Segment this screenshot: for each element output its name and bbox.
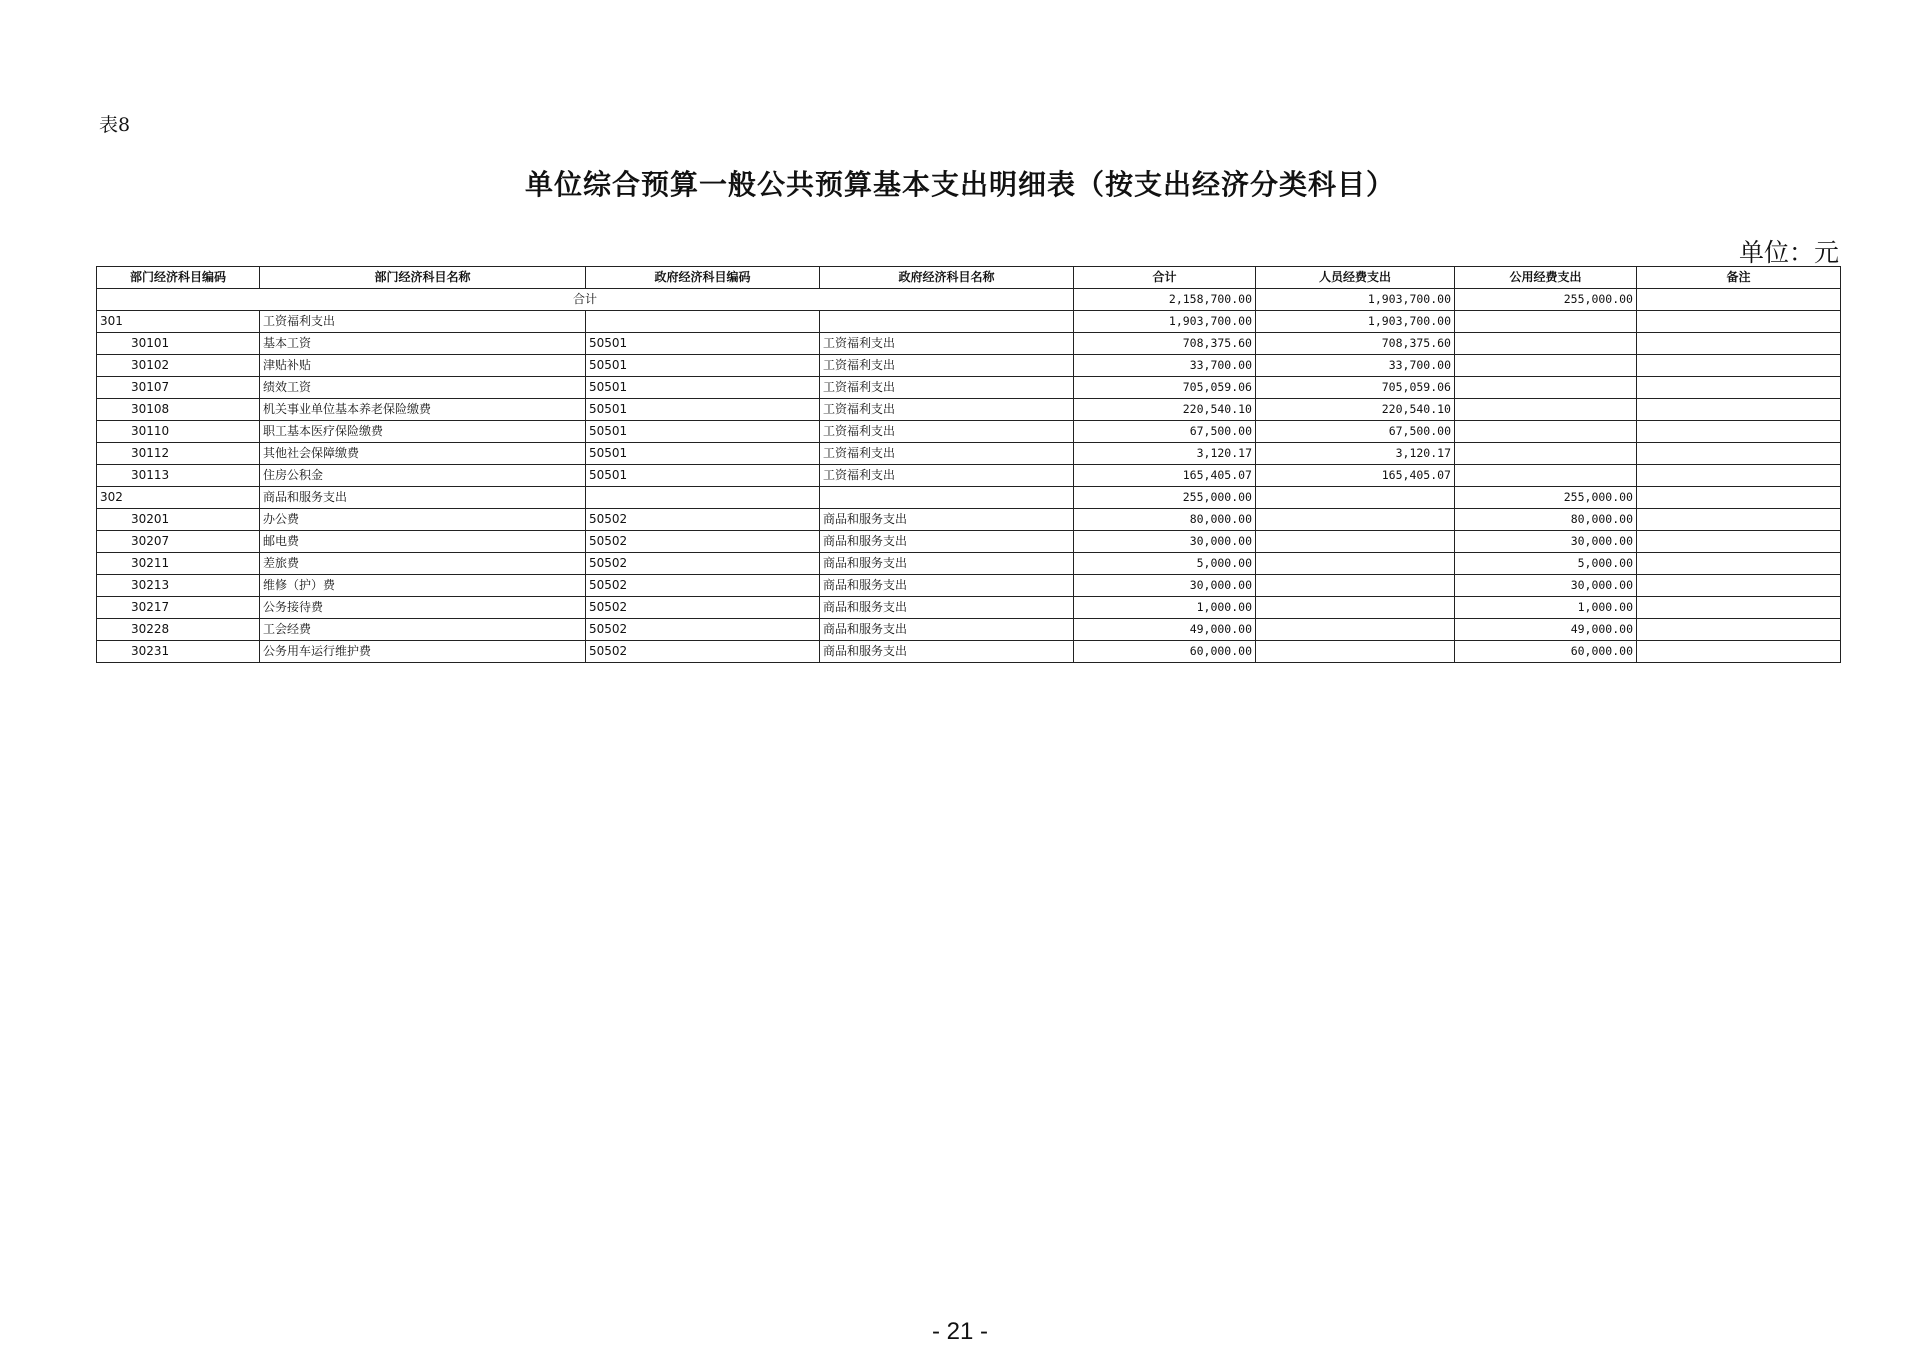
total-note-cell [1637, 289, 1841, 311]
dept-name-cell: 商品和服务支出 [260, 487, 586, 509]
gov-code-cell: 50502 [586, 509, 820, 531]
dept-name-cell: 公务接待费 [260, 597, 586, 619]
total-personnel-cell: 1,903,700.00 [1256, 289, 1455, 311]
note-cell [1637, 333, 1841, 355]
public-cell: 5,000.00 [1455, 553, 1637, 575]
total-label-cell: 合计 [97, 289, 1074, 311]
total-cell: 80,000.00 [1074, 509, 1256, 531]
public-cell: 80,000.00 [1455, 509, 1637, 531]
dept-name-cell: 津贴补贴 [260, 355, 586, 377]
total-cell: 1,000.00 [1074, 597, 1256, 619]
dept-code-cell: 30201 [97, 509, 260, 531]
gov-code-cell: 50501 [586, 355, 820, 377]
personnel-cell [1256, 553, 1455, 575]
dept-name-cell: 住房公积金 [260, 465, 586, 487]
public-cell [1455, 443, 1637, 465]
unit-label: 单位：元 [1738, 238, 1839, 267]
gov-code-cell: 50501 [586, 333, 820, 355]
total-cell: 255,000.00 [1074, 487, 1256, 509]
gov-name-cell: 商品和服务支出 [820, 575, 1074, 597]
table-row [97, 487, 1841, 509]
public-cell: 255,000.00 [1455, 487, 1637, 509]
gov-name-cell: 工资福利支出 [820, 333, 1074, 355]
table-row [97, 553, 1841, 575]
note-cell [1637, 465, 1841, 487]
public-cell: 60,000.00 [1455, 641, 1637, 663]
personnel-cell [1256, 597, 1455, 619]
gov-name-cell: 商品和服务支出 [820, 641, 1074, 663]
total-cell: 1,903,700.00 [1074, 311, 1256, 333]
personnel-cell: 1,903,700.00 [1256, 311, 1455, 333]
dept-code-cell: 30107 [97, 377, 260, 399]
page-title: 单位综合预算一般公共预算基本支出明细表（按支出经济分类科目） [524, 168, 1395, 201]
personnel-cell: 33,700.00 [1256, 355, 1455, 377]
personnel-cell [1256, 487, 1455, 509]
table-row [97, 575, 1841, 597]
personnel-cell: 3,120.17 [1256, 443, 1455, 465]
note-cell [1637, 553, 1841, 575]
personnel-cell [1256, 641, 1455, 663]
table-row [97, 311, 1841, 333]
personnel-cell [1256, 509, 1455, 531]
total-cell: 30,000.00 [1074, 575, 1256, 597]
personnel-cell: 220,540.10 [1256, 399, 1455, 421]
gov-name-cell: 商品和服务支出 [820, 597, 1074, 619]
table-row [97, 641, 1841, 663]
column-header: 部门经济科目编码 [97, 267, 260, 289]
public-cell [1455, 421, 1637, 443]
public-cell [1455, 377, 1637, 399]
gov-name-cell: 工资福利支出 [820, 355, 1074, 377]
table-row [97, 399, 1841, 421]
gov-code-cell: 50502 [586, 531, 820, 553]
column-header: 政府经济科目编码 [586, 267, 820, 289]
total-cell: 67,500.00 [1074, 421, 1256, 443]
table-header-row [97, 267, 1841, 289]
gov-code-cell: 50502 [586, 597, 820, 619]
column-header: 备注 [1637, 267, 1841, 289]
gov-name-cell: 商品和服务支出 [820, 509, 1074, 531]
public-cell: 1,000.00 [1455, 597, 1637, 619]
dept-name-cell: 工资福利支出 [260, 311, 586, 333]
dept-code-cell: 302 [97, 487, 260, 509]
dept-name-cell: 差旅费 [260, 553, 586, 575]
dept-name-cell: 维修（护）费 [260, 575, 586, 597]
gov-code-cell: 50502 [586, 575, 820, 597]
gov-name-cell [820, 311, 1074, 333]
personnel-cell: 705,059.06 [1256, 377, 1455, 399]
dept-name-cell: 绩效工资 [260, 377, 586, 399]
note-cell [1637, 575, 1841, 597]
total-cell: 30,000.00 [1074, 531, 1256, 553]
note-cell [1637, 421, 1841, 443]
gov-code-cell: 50501 [586, 465, 820, 487]
note-cell [1637, 311, 1841, 333]
table-row [97, 531, 1841, 553]
personnel-cell: 165,405.07 [1256, 465, 1455, 487]
table-row [97, 421, 1841, 443]
dept-name-cell: 机关事业单位基本养老保险缴费 [260, 399, 586, 421]
dept-code-cell: 30113 [97, 465, 260, 487]
budget-detail-table [96, 266, 1841, 663]
personnel-cell [1256, 619, 1455, 641]
dept-code-cell: 30217 [97, 597, 260, 619]
dept-name-cell: 其他社会保障缴费 [260, 443, 586, 465]
dept-code-cell: 30108 [97, 399, 260, 421]
column-header: 政府经济科目名称 [820, 267, 1074, 289]
dept-code-cell: 30102 [97, 355, 260, 377]
note-cell [1637, 355, 1841, 377]
dept-name-cell: 公务用车运行维护费 [260, 641, 586, 663]
public-cell [1455, 399, 1637, 421]
total-row [97, 289, 1841, 311]
dept-name-cell: 职工基本医疗保险缴费 [260, 421, 586, 443]
table-row [97, 377, 1841, 399]
gov-name-cell: 商品和服务支出 [820, 531, 1074, 553]
gov-name-cell: 工资福利支出 [820, 443, 1074, 465]
note-cell [1637, 531, 1841, 553]
page-number: - 21 - [931, 1318, 988, 1345]
table-row [97, 333, 1841, 355]
note-cell [1637, 619, 1841, 641]
note-cell [1637, 399, 1841, 421]
column-header: 公用经费支出 [1455, 267, 1637, 289]
dept-name-cell: 办公费 [260, 509, 586, 531]
column-header: 人员经费支出 [1256, 267, 1455, 289]
gov-code-cell [586, 487, 820, 509]
total-cell: 49,000.00 [1074, 619, 1256, 641]
public-cell: 49,000.00 [1455, 619, 1637, 641]
total-cell: 3,120.17 [1074, 443, 1256, 465]
total-cell: 220,540.10 [1074, 399, 1256, 421]
gov-code-cell [586, 311, 820, 333]
public-cell: 30,000.00 [1455, 575, 1637, 597]
gov-name-cell: 商品和服务支出 [820, 553, 1074, 575]
total-cell: 165,405.07 [1074, 465, 1256, 487]
public-cell [1455, 355, 1637, 377]
dept-code-cell: 30110 [97, 421, 260, 443]
gov-name-cell: 工资福利支出 [820, 399, 1074, 421]
gov-name-cell: 工资福利支出 [820, 377, 1074, 399]
dept-code-cell: 30213 [97, 575, 260, 597]
gov-code-cell: 50501 [586, 399, 820, 421]
note-cell [1637, 509, 1841, 531]
gov-code-cell: 50501 [586, 377, 820, 399]
note-cell [1637, 641, 1841, 663]
public-cell: 30,000.00 [1455, 531, 1637, 553]
gov-code-cell: 50501 [586, 443, 820, 465]
gov-code-cell: 50502 [586, 619, 820, 641]
dept-name-cell: 工会经费 [260, 619, 586, 641]
note-cell [1637, 487, 1841, 509]
total-amount-cell: 2,158,700.00 [1074, 289, 1256, 311]
table-number-label: 表8 [99, 114, 131, 136]
table-row [97, 597, 1841, 619]
personnel-cell: 67,500.00 [1256, 421, 1455, 443]
note-cell [1637, 377, 1841, 399]
table-body [97, 289, 1841, 663]
table-row [97, 509, 1841, 531]
total-public-cell: 255,000.00 [1455, 289, 1637, 311]
total-cell: 60,000.00 [1074, 641, 1256, 663]
personnel-cell [1256, 531, 1455, 553]
gov-name-cell: 工资福利支出 [820, 465, 1074, 487]
gov-name-cell: 商品和服务支出 [820, 619, 1074, 641]
column-header: 部门经济科目名称 [260, 267, 586, 289]
gov-name-cell: 工资福利支出 [820, 421, 1074, 443]
table-row [97, 619, 1841, 641]
dept-code-cell: 30228 [97, 619, 260, 641]
public-cell [1455, 333, 1637, 355]
table-row [97, 465, 1841, 487]
note-cell [1637, 597, 1841, 619]
total-cell: 708,375.60 [1074, 333, 1256, 355]
personnel-cell: 708,375.60 [1256, 333, 1455, 355]
dept-name-cell: 基本工资 [260, 333, 586, 355]
public-cell [1455, 311, 1637, 333]
dept-code-cell: 30207 [97, 531, 260, 553]
dept-code-cell: 30101 [97, 333, 260, 355]
table-row [97, 443, 1841, 465]
dept-code-cell: 30112 [97, 443, 260, 465]
gov-code-cell: 50502 [586, 553, 820, 575]
gov-name-cell [820, 487, 1074, 509]
dept-name-cell: 邮电费 [260, 531, 586, 553]
personnel-cell [1256, 575, 1455, 597]
dept-code-cell: 30211 [97, 553, 260, 575]
gov-code-cell: 50502 [586, 641, 820, 663]
dept-code-cell: 30231 [97, 641, 260, 663]
gov-code-cell: 50501 [586, 421, 820, 443]
public-cell [1455, 465, 1637, 487]
total-cell: 705,059.06 [1074, 377, 1256, 399]
dept-code-cell: 301 [97, 311, 260, 333]
note-cell [1637, 443, 1841, 465]
column-header: 合计 [1074, 267, 1256, 289]
total-cell: 5,000.00 [1074, 553, 1256, 575]
budget-table-container [96, 266, 1840, 663]
table-row [97, 355, 1841, 377]
total-cell: 33,700.00 [1074, 355, 1256, 377]
